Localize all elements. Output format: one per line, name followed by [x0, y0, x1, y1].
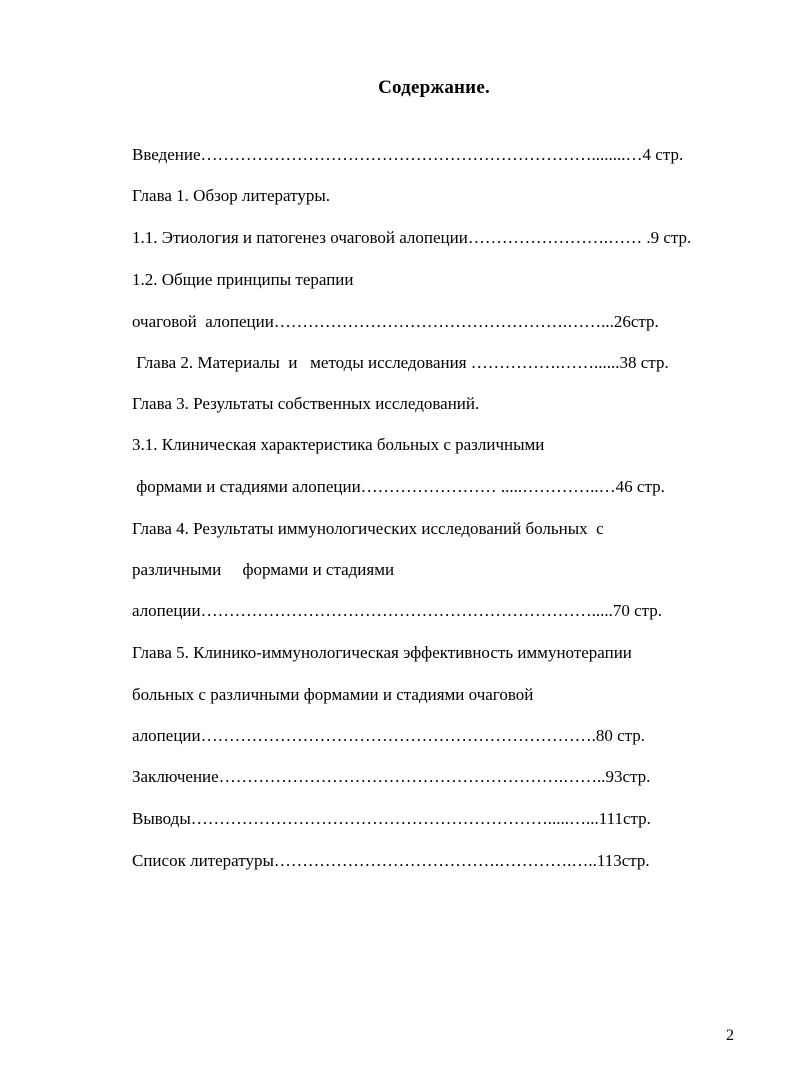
page-title: Содержание. — [378, 77, 490, 98]
toc-line: Глава 4. Результаты иммунологических исследований больных с — [132, 519, 604, 538]
toc-line: Глава 3. Результаты собственных исследований. — [132, 394, 480, 413]
toc-line: различными формами и стадиями — [132, 560, 395, 579]
toc-line: Глава 2. Материалы и методы исследования …………….……......38 стр. — [132, 353, 669, 372]
toc-line: формами и стадиями алопеции…………………… .....…………..…46 стр. — [132, 477, 665, 496]
toc-line: алопеции…………………………………………………………….....70 стр. — [132, 601, 663, 620]
toc-line: Список литературы………………………………….………….…..113стр. — [132, 851, 650, 870]
toc-line: Глава 5. Клинико-иммунологическая эффективность иммунотерапии — [132, 643, 632, 662]
toc-line: 3.1. Клиническая характеристика больных с различными — [132, 435, 545, 454]
toc-line: Глава 1. Обзор литературы. — [132, 186, 331, 205]
toc-line: больных с различными формамии и стадиями очаговой — [132, 685, 534, 704]
toc-line: очаговой алопеции…………………………………………….……...26стр. — [132, 312, 659, 331]
toc-line: Введение……………………………………………………………........…4 стр. — [132, 145, 684, 164]
toc-line: 1.2. Общие принципы терапии — [132, 270, 354, 289]
toc-line: алопеции…………………………………………………………….80 стр. — [132, 726, 646, 745]
toc-line: Заключение…………………………………………………….……..93стр. — [132, 767, 651, 786]
page-number: 2 — [726, 1027, 734, 1044]
toc-line: 1.1. Этиология и патогенез очаговой алопеции…………………….…… .9 стр. — [132, 228, 692, 247]
toc-line: Выводы……………………………………………………….....…...111стр. — [132, 809, 651, 828]
